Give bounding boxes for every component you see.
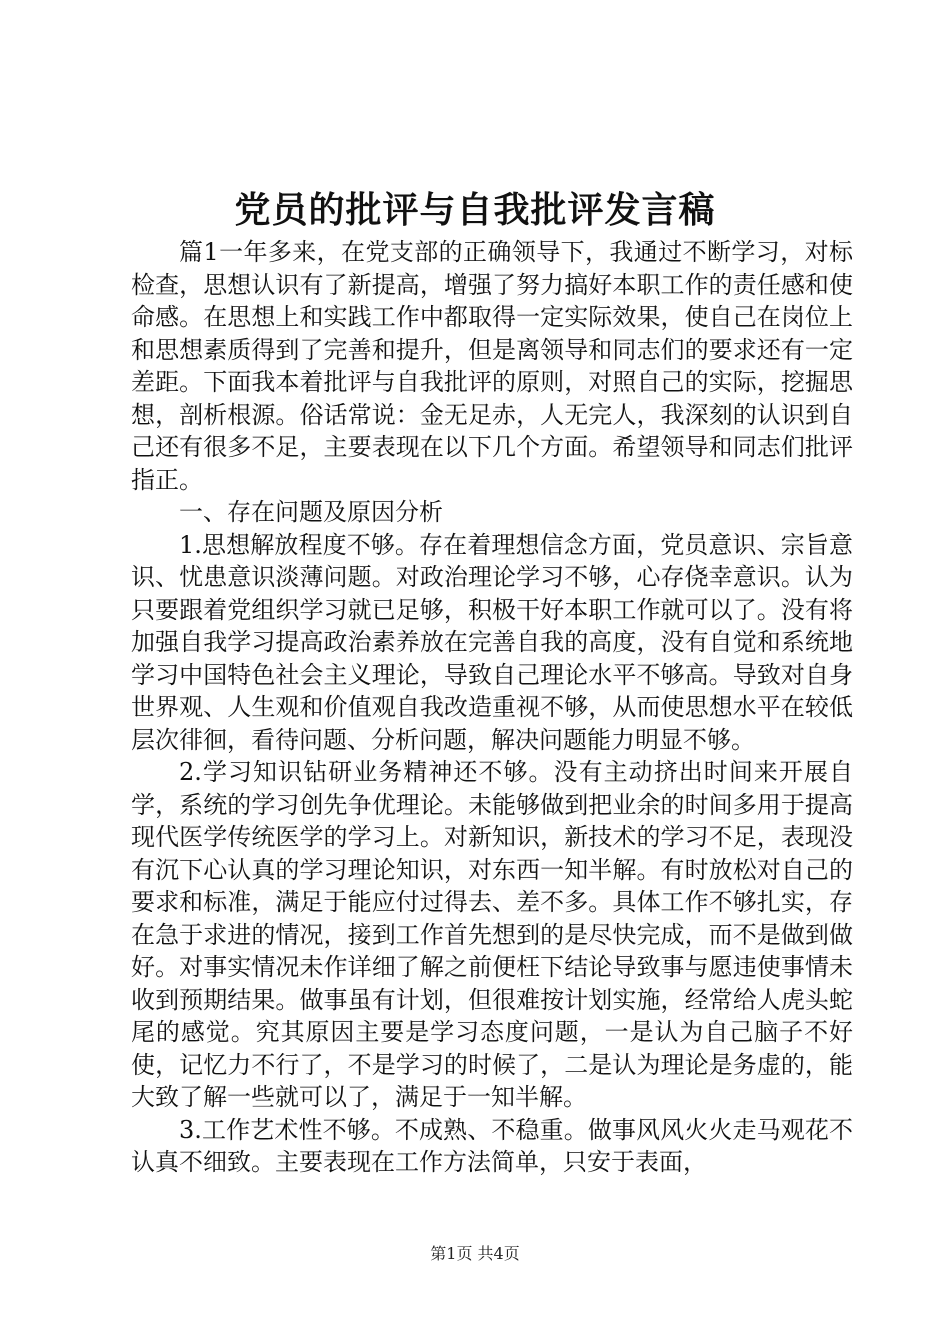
page-footer bbox=[0, 1243, 950, 1265]
paragraph-intro: 篇1一年多来，在党支部的正确领导下，我通过不断学习，对标检查，思想认识有了新提高，增强了努力搞好本职工作的责任感和使命感。在思想上和实践工作中都取得一定实际效果，使自己在岗位上和思想素质得到了完善和提升，但是离领导和同志们的要求还有一定差距。下面我本着批评与自我批评的原则，对照自己的实际，挖掘思想，剖析根源。俗话常说：金无足赤，人无完人，我深刻的认识到自己还有很多不足，主要表现在以下几个方面。希望领导和同志们批评指正。 bbox=[131, 238, 853, 494]
section-heading: 一、存在问题及原因分析 bbox=[179, 498, 443, 526]
page-indicator: 第1页 共4页 bbox=[430, 1244, 520, 1263]
document-body bbox=[131, 236, 853, 1179]
paragraph-point-2: 2.学习知识钻研业务精神还不够。没有主动挤出时间来开展自学，系统的学习创先争优理论。未能够做到把业余的时间多用于提高现代医学传统医学的学习上。对新知识，新技术的学习不足，表现没有沉下心认真的学习理论知识，对东西一知半解。有时放松对自己的要求和标准，满足于能应付过得去、差不多。具体工作不够扎实，存在急于求进的情况，接到工作首先想到的是尽快完成，而不是做到做好。对事实情况未作详细了解之前便枉下结论导致事与愿违使事情未收到预期结果。做事虽有计划，但很难按计划实施，经常给人虎头蛇尾的感觉。究其原因主要是学习态度问题，一是认为自己脑子不好使，记忆力不行了，不是学习的时候了，二是认为理论是务虚的，能大致了解一些就可以了，满足于一知半解。 bbox=[131, 758, 853, 1111]
document-title: 党员的批评与自我批评发言稿 bbox=[234, 189, 716, 231]
paragraph-point-3: 3.工作艺术性不够。不成熟、不稳重。做事风风火火走马观花不认真不细致。主要表现在工作方法简单，只安于表面， bbox=[131, 1115, 853, 1176]
paragraph-point-1: 1.思想解放程度不够。存在着理想信念方面，党员意识、宗旨意识、忧患意识淡薄问题。对政治理论学习不够，心存侥幸意识。认为只要跟着党组织学习就已足够，积极干好本职工作就可以了。没有将加强自我学习提高政治素养放在完善自我的高度，没有自觉和系统地学习中国特色社会主义理论，导致自己理论水平不够高。导致对自身世界观、人生观和价值观自我改造重视不够，从而使思想水平在较低层次徘徊，看待问题、分析问题，解决问题能力明显不够。 bbox=[131, 530, 853, 754]
